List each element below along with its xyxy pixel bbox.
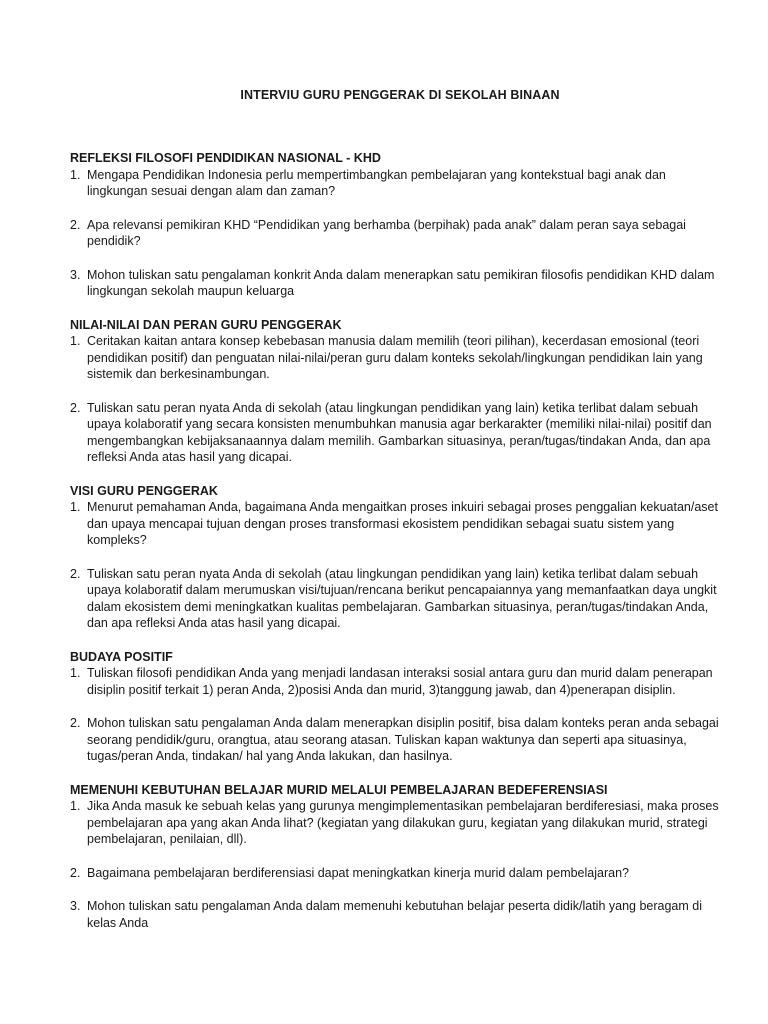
document-body	[70, 150, 720, 948]
question-number: 1.	[70, 500, 81, 514]
question-number: 3.	[70, 899, 81, 913]
question-number: 1.	[70, 666, 81, 680]
question-number: 3.	[70, 267, 81, 282]
question-number: 1.	[70, 334, 81, 348]
question-item	[70, 267, 720, 300]
question-item	[70, 400, 720, 466]
question-number: 1.	[70, 167, 81, 182]
question-text: Bagaimana pembelajaran berdiferensiasi dapat meningkatkan kinerja murid dalam pembelajaran?	[87, 865, 629, 880]
question-text: Tuliskan satu peran nyata Anda di sekolah (atau lingkungan pendidikan yang lain) ketika terlibat dalam sebuah upaya kolaboratif dalam merumuskan visi/tujuan/rencana berikut pencapaiannya yang memanfaatkan daya ungkit dalam ekosistem demi meningkatkan kualitas pembelajaran. Gambarkan situasinya, peran/tugas/tindakan Anda, dan apa refleksi Anda atas hasil yang dicapai.	[87, 566, 717, 630]
question-item	[70, 798, 720, 848]
question-item	[70, 499, 720, 549]
section-heading: NILAI-NILAI DAN PERAN GURU PENGGERAK	[70, 317, 342, 332]
question-item	[70, 715, 720, 765]
question-item	[70, 333, 720, 383]
section-refleksi-filosofi	[70, 150, 720, 300]
question-number: 2.	[70, 566, 81, 581]
question-text: Jika Anda masuk ke sebuah kelas yang gurunya mengimplementasikan pembelajaran berdiferesiasi, maka proses pembelajaran apa yang akan Anda lihat? (kegiatan yang dilakukan guru, kegiatan yang dilakukan murid, strategi pembelajaran, penilaian, dll).	[87, 799, 719, 846]
question-item	[70, 665, 720, 698]
question-text: Mohon tuliskan satu pengalaman Anda dalam memenuhi kebutuhan belajar peserta didik/latih yang beragam di kelas Anda	[87, 899, 702, 930]
section-nilai-peran	[70, 317, 720, 466]
section-heading: VISI GURU PENGGERAK	[70, 483, 218, 498]
question-text: Apa relevansi pemikiran KHD “Pendidikan yang berhamba (berpihak) pada anak” dalam peran saya sebagai pendidik?	[87, 217, 686, 248]
question-text: Menurut pemahaman Anda, bagaimana Anda mengaitkan proses inkuiri sebagai proses penggalian kekuatan/aset dan upaya mencapai tujuan dengan proses transformasi ekosistem pendidikan sebagai suatu sistem yang kompleks?	[87, 500, 718, 547]
section-diferensiasi	[70, 782, 720, 932]
question-number: 2.	[70, 217, 81, 232]
question-number: 2.	[70, 400, 81, 415]
question-text: Tuliskan satu peran nyata Anda di sekolah (atau lingkungan pendidikan yang lain) ketika terlibat dalam sebuah upaya kolaboratif yang secara konsisten menumbuhkan manusia agar berkarakter (memiliki nilai-nilai) positif dan mengembangkan kebijaksanaannya dalam memilih. Gambarkan situasinya, peran/tugas/tindakan Anda, dan apa refleksi Anda atas hasil yang dicapai.	[87, 400, 712, 464]
question-text: Tuliskan filosofi pendidikan Anda yang menjadi landasan interaksi sosial antara guru dan murid dalam penerapan disiplin positif terkait 1) peran Anda, 2)posisi Anda dan murid, 3)tanggung jawab, dan 4)penerapan disiplin.	[87, 666, 713, 697]
question-number: 1.	[70, 799, 81, 813]
question-text: Mengapa Pendidikan Indonesia perlu mempertimbangkan pembelajaran yang kontekstual bagi anak dan lingkungan sesuai dengan alam dan zaman?	[87, 167, 666, 198]
section-visi	[70, 483, 720, 632]
question-text: Mohon tuliskan satu pengalaman Anda dalam menerapkan disiplin positif, bisa dalam konteks peran anda sebagai seorang pendidik/guru, orangtua, atau seorang atasan. Tuliskan kapan waktunya dan seperti apa situasinya, tugas/peran Anda, tindakan/ hal yang Anda lakukan, dan hasilnya.	[87, 716, 719, 763]
section-budaya-positif	[70, 649, 720, 765]
question-number: 2.	[70, 865, 81, 880]
document-title: INTERVIU GURU PENGGERAK DI SEKOLAH BINAAN	[240, 88, 560, 102]
section-heading: MEMENUHI KEBUTUHAN BELAJAR MURID MELALUI PEMBELAJARAN BEDEFERENSIASI	[70, 782, 608, 797]
question-text: Ceritakan kaitan antara konsep kebebasan manusia dalam memilih (teori pilihan), kecerdasan emosional (teori pendidikan positif) dan penguatan nilai-nilai/peran guru dalam konteks sekolah/lingkungan pendidikan lain yang sistemik dan berkesinambungan.	[87, 334, 703, 381]
section-heading: BUDAYA POSITIF	[70, 649, 173, 664]
question-item	[70, 865, 720, 882]
question-item	[70, 217, 720, 250]
question-item	[70, 566, 720, 632]
question-item	[70, 898, 720, 931]
question-item	[70, 167, 720, 200]
question-text: Mohon tuliskan satu pengalaman konkrit Anda dalam menerapkan satu pemikiran filosofis pendidikan KHD dalam lingkungan sekolah maupun keluarga	[87, 267, 715, 298]
question-number: 2.	[70, 716, 81, 730]
section-heading: REFLEKSI FILOSOFI PENDIDIKAN NASIONAL - KHD	[70, 151, 381, 165]
